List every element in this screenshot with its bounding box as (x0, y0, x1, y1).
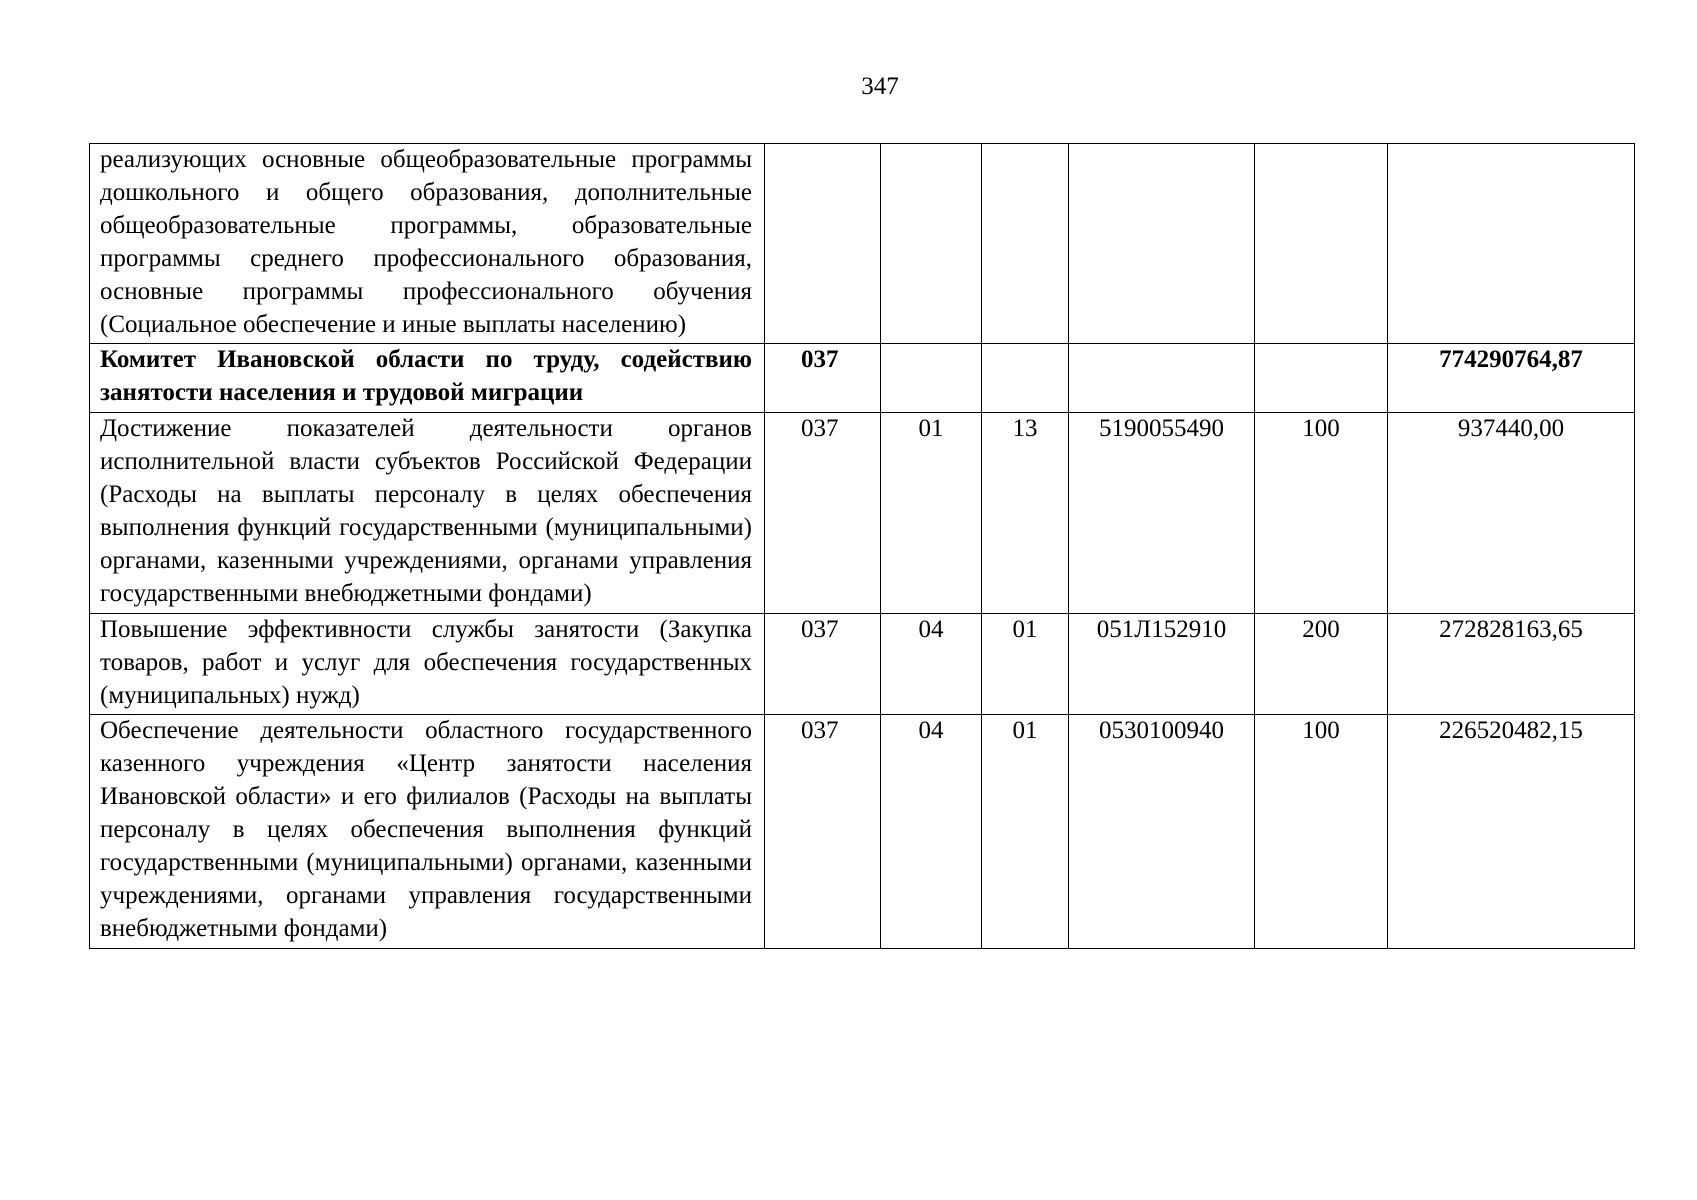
row-gr-code: 037 (765, 715, 881, 948)
row-pr-code (982, 144, 1069, 344)
table-row (90, 413, 1635, 613)
row-csr-code: 051Л152910 (1069, 613, 1255, 715)
row-rz-code (881, 344, 982, 413)
row-description: реализующих основные общеобразовательные программы дошкольного и общего образования, дополнительные общеобразовательные программы, образовательные программы среднего профессионального образования, основные программы профессионального обучения (Социальное обеспечение и иные выплаты населению) (90, 144, 765, 344)
row-sum: 774290764,87 (1388, 344, 1635, 413)
row-csr-code (1069, 144, 1255, 344)
row-rz-code: 04 (881, 613, 982, 715)
row-pr-code: 01 (982, 613, 1069, 715)
row-pr-code (982, 344, 1069, 413)
table-row (90, 144, 1635, 344)
budget-table (89, 143, 1635, 949)
table-row (90, 613, 1635, 715)
row-rz-code (881, 144, 982, 344)
row-rz-code: 01 (881, 413, 982, 613)
row-vr-code (1255, 344, 1388, 413)
row-csr-code: 5190055490 (1069, 413, 1255, 613)
table-row (90, 344, 1635, 413)
row-csr-code: 0530100940 (1069, 715, 1255, 948)
row-gr-code (765, 144, 881, 344)
row-sum: 272828163,65 (1388, 613, 1635, 715)
row-vr-code: 100 (1255, 413, 1388, 613)
row-gr-code: 037 (765, 413, 881, 613)
row-pr-code: 13 (982, 413, 1069, 613)
row-description: Обеспечение деятельности областного государственного казенного учреждения «Центр занятости населения Ивановской области» и его филиалов (Расходы на выплаты персоналу в целях обеспечения выполнения функций государственными (муниципальными) органами, казенными учреждениями, органами управления государственными внебюджетными фондами) (90, 715, 765, 948)
row-description: Комитет Ивановской области по труду, содействию занятости населения и трудовой миграции (90, 344, 765, 413)
table-row (90, 715, 1635, 948)
row-vr-code: 200 (1255, 613, 1388, 715)
row-description: Достижение показателей деятельности органов исполнительной власти субъектов Российской Федерации (Расходы на выплаты персоналу в целях обеспечения выполнения функций государственными (муниципальными) органами, казенными учреждениями, органами управления государственными внебюджетными фондами) (90, 413, 765, 613)
page-number: 347 (861, 73, 899, 100)
row-sum (1388, 144, 1635, 344)
row-csr-code (1069, 344, 1255, 413)
row-sum: 937440,00 (1388, 413, 1635, 613)
row-pr-code: 01 (982, 715, 1069, 948)
row-gr-code: 037 (765, 344, 881, 413)
row-gr-code: 037 (765, 613, 881, 715)
row-vr-code: 100 (1255, 715, 1388, 948)
row-description: Повышение эффективности службы занятости (Закупка товаров, работ и услуг для обеспечения государственных (муниципальных) нужд) (90, 613, 765, 715)
row-sum: 226520482,15 (1388, 715, 1635, 948)
row-vr-code (1255, 144, 1388, 344)
row-rz-code: 04 (881, 715, 982, 948)
